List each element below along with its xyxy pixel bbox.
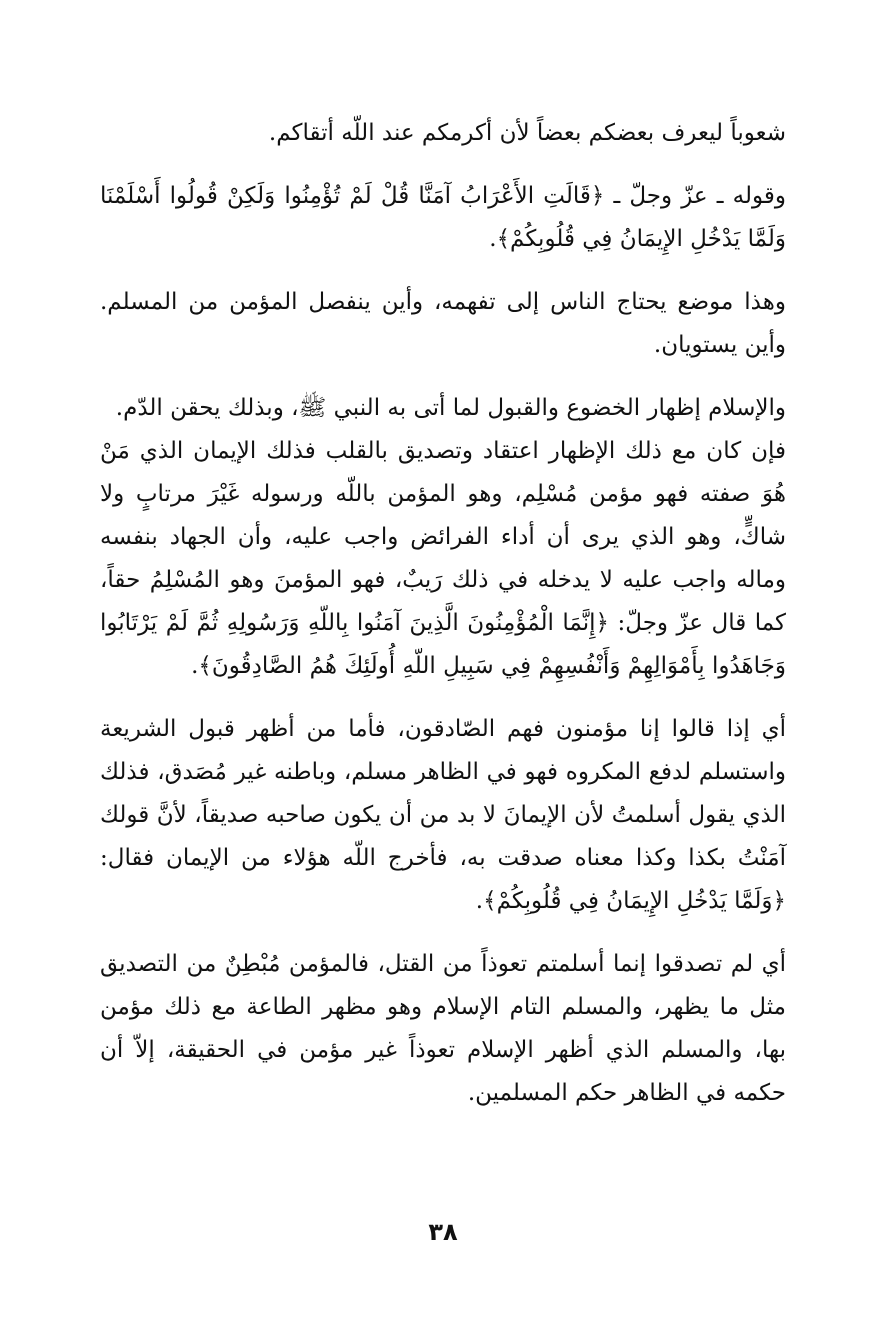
page-body	[100, 112, 786, 1115]
paragraph-6: أي إذا قالوا إنا مؤمنون فهم الصّادقون، فأما من أظهر قبول الشريعة واستسلم لدفع المكروه فهو في الظاهر مسلم، وباطنه غير مُصَدق، فذلك الذي يقول أسلمتُ لأن الإيمانَ لا بد من أن يكون صاحبه صديقاً، لأنَّ قولك آمَنْتُ بكذا وكذا معناه صدقت به، فأخرج اللّه هؤلاء من الإيمان فقال: ﴿وَلَمَّا يَدْخُلِ الإِيمَانُ فِي قُلُوبِكُمْ﴾.	[100, 716, 786, 914]
paragraph-3: وهذا موضع يحتاج الناس إلى تفهمه، وأين ينفصل المؤمن من المسلم. وأين يستويان.	[100, 289, 786, 358]
paragraph-7: أي لم تصدقوا إنما أسلمتم تعوذاً من القتل، فالمؤمن مُبْطِنٌ من التصديق مثل ما يظهر، والمسلم التام الإسلام وهو مظهر الطاعة مع ذلك مؤمن بها، والمسلم الذي أظهر الإسلام تعوذاً غير مؤمن في الحقيقة، إلاّ أن حكمه في الظاهر حكم المسلمين.	[100, 951, 786, 1106]
page-number: ٣٨	[428, 1218, 458, 1246]
paragraph-2-quran-quote: وقوله ـ عزّ وجلّ ـ ﴿قَالَتِ الأَعْرَابُ آمَنَّا قُلْ لَمْ تُؤْمِنُوا وَلَكِنْ قُولُوا أَسْلَمْنَا وَلَمَّا يَدْخُلِ الإِيمَانُ فِي قُلُوبِكُمْ﴾.	[100, 183, 786, 252]
paragraph-4: والإسلام إظهار الخضوع والقبول لما أتى به النبي ﷺ، وبذلك يحقن الدّم.	[115, 395, 786, 421]
paragraph-1: شعوباً ليعرف بعضكم بعضاً لأن أكرمكم عند اللّه أتقاكم.	[268, 120, 786, 146]
paragraph-5: فإن كان مع ذلك الإظهار اعتقاد وتصديق بالقلب فذلك الإيمان الذي مَنْ هُوَ صفته فهو مؤمن مُسْلِم، وهو المؤمن باللّه ورسوله غَيْرَ مرتابٍ ولا شاكٍّ، وهو الذي يرى أن أداء الفرائض واجب عليه، وأن الجهاد بنفسه وماله واجب عليه لا يدخله في ذلك رَيبٌ، فهو المؤمنَ وهو المُسْلِمُ حقاً، كما قال عزّ وجلّ: ﴿إِنَّمَا الْمُؤْمِنُونَ الَّذِينَ آمَنُوا بِاللّهِ وَرَسُولِهِ ثُمَّ لَمْ يَرْتَابُوا وَجَاهَدُوا بِأَمْوَالِهِمْ وَأَنْفُسِهِمْ فِي سَبِيلِ اللّهِ أُولَئِكَ هُمُ الصَّادِقُونَ﴾.	[100, 438, 786, 679]
